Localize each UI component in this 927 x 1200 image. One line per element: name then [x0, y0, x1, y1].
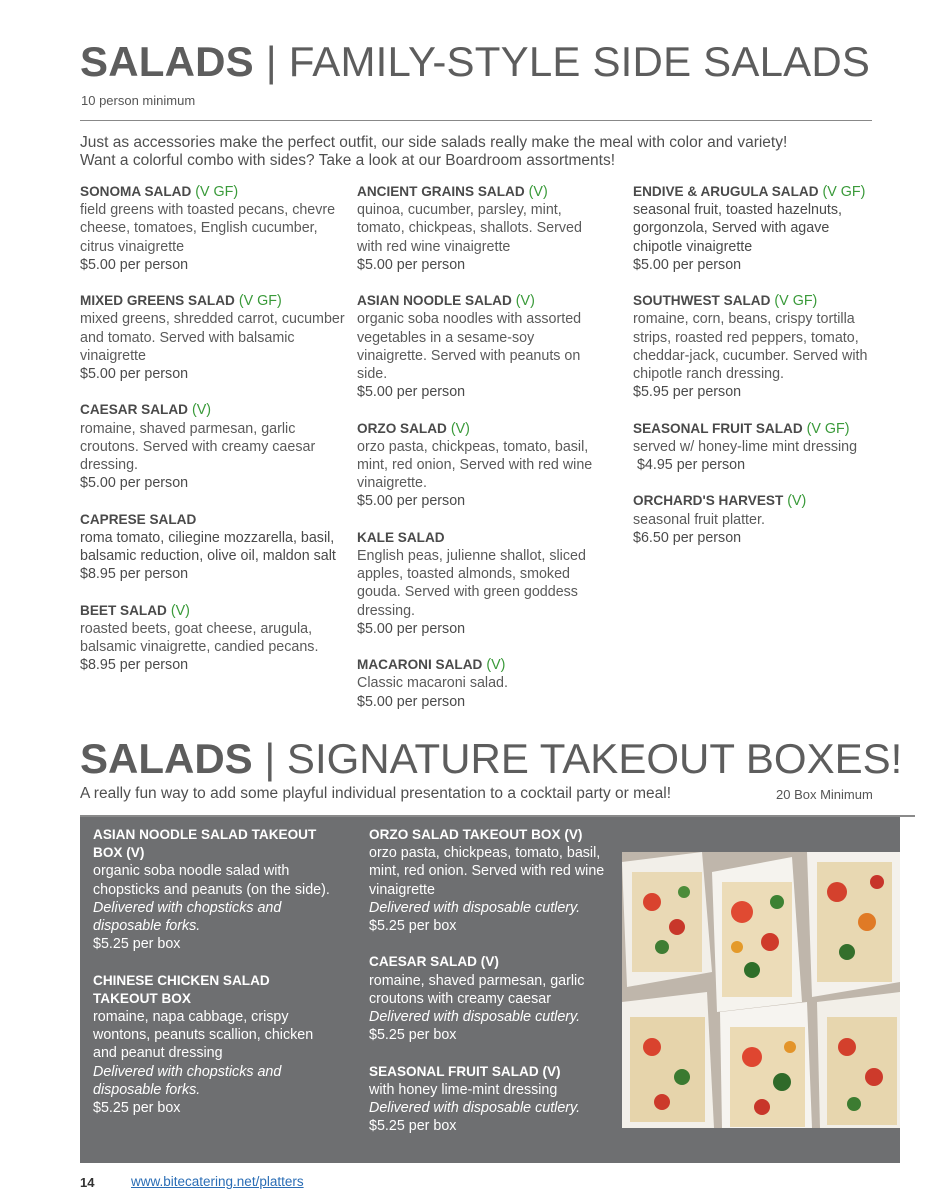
item-description: roasted beets, goat cheese, arugula, balsamic vinaigrette, candied pecans. [80, 620, 319, 656]
item-name: MIXED GREENS SALAD [80, 293, 235, 309]
item-description: quinoa, cucumber, parsley, mint, tomato, chickpeas, shallots. Served with red wine vinaigrette [357, 202, 582, 255]
item-description: romaine, corn, beans, crispy tortilla strips, roasted red peppers, tomato, cheddar-jack, cucumber. Served with chipotle ranch dressing. [633, 311, 868, 383]
menu-item [80, 602, 345, 675]
item-price: $5.00 per person [357, 493, 466, 510]
menu-item [80, 183, 345, 274]
item-description: mixed greens, shredded carrot, cucumber and tomato. Served with balsamic vinaigrette [80, 311, 345, 364]
diet-tag: (V GF) [802, 420, 850, 437]
item-name: KALE SALAD [357, 529, 445, 545]
item-name: CAESAR SALAD [80, 402, 188, 418]
menu-column-1 [80, 183, 345, 693]
item-price: $5.00 per person [357, 384, 466, 401]
delivery-note: Delivered with disposable cutlery. [369, 899, 581, 916]
item-description: organic soba noodles with assorted vegetables in a sesame-soy vinaigrette. Served with peanuts on side. [357, 311, 582, 383]
delivery-note: Delivered with chopsticks and disposable forks. [93, 1063, 282, 1098]
item-name: SONOMA SALAD [80, 184, 192, 199]
item-price: $5.25 per box [369, 1027, 457, 1044]
menu-item [80, 292, 345, 383]
diet-tag: (V GF) [770, 293, 818, 310]
item-description: field greens with toasted pecans, chevre cheese, tomatoes, English cucumber, citrus vinaigrette [80, 202, 336, 255]
item-price: $5.00 per person [80, 256, 189, 273]
menu-item [633, 420, 878, 475]
diet-tag: (V GF) [818, 184, 866, 200]
salad-boxes-illustration [622, 852, 900, 1128]
item-name: ASIAN NOODLE SALAD TAKEOUT BOX (V) [93, 827, 317, 861]
item-description: organic soba noodle salad with chopsticks and peanuts (on the side). [93, 863, 330, 898]
menu-item [357, 529, 607, 638]
delivery-note: Delivered with disposable cutlery. [369, 1009, 581, 1026]
takeout-item [369, 826, 614, 935]
title-bold: SALADS [80, 38, 254, 85]
menu-item [633, 183, 878, 274]
menu-item [80, 511, 345, 584]
diet-tag: (V GF) [234, 293, 282, 310]
takeout-boxes-photo [622, 852, 900, 1128]
item-name: CHINESE CHICKEN SALAD TAKEOUT BOX [93, 972, 270, 1006]
platters-link[interactable]: www.bitecatering.net/platters [131, 1174, 304, 1189]
takeout-item [369, 1063, 614, 1136]
section-title-family-style [80, 38, 870, 86]
diet-tag: (V) [524, 184, 548, 200]
delivery-note: Delivered with disposable cutlery. [369, 1100, 581, 1117]
menu-item [357, 183, 607, 274]
menu-item [357, 420, 607, 511]
item-name: ASIAN NOODLE SALAD [357, 293, 512, 309]
item-description: seasonal fruit platter. [633, 511, 765, 528]
takeout-item [369, 953, 614, 1044]
title-light: | FAMILY-STYLE SIDE SALADS [253, 38, 871, 85]
item-price: $5.25 per box [369, 1118, 457, 1135]
diet-tag: (V) [511, 293, 535, 310]
item-price: $5.25 per box [93, 936, 181, 953]
item-name: SEASONAL FRUIT SALAD (V) [369, 1063, 561, 1079]
intro-line-1: Just as accessories make the perfect outfit, our side salads really make the meal with color and variety! [80, 134, 788, 151]
item-description: romaine, shaved parmesan, garlic croutons. Served with creamy caesar dressing. [80, 420, 316, 474]
box-minimum: 20 Box Minimum [776, 787, 873, 802]
item-name: ANCIENT GRAINS SALAD [357, 184, 525, 199]
person-minimum: 10 person minimum [81, 93, 196, 108]
menu-item [633, 492, 878, 547]
item-name: BEET SALAD [80, 602, 167, 618]
takeout-column-2 [369, 826, 614, 1154]
takeout-item [93, 972, 338, 1118]
item-description: with honey lime-mint dressing [369, 1081, 558, 1098]
item-description: orzo pasta, chickpeas, tomato, basil, mint, red onion, Served with red wine vinaigrette. [357, 438, 593, 492]
takeout-item [93, 826, 338, 953]
menu-column-3 [633, 183, 878, 565]
item-name: SOUTHWEST SALAD [633, 293, 771, 309]
item-price: $8.95 per person [80, 566, 189, 583]
item-price: $5.25 per box [369, 918, 457, 935]
item-description: romaine, shaved parmesan, garlic croutons with creamy caesar [369, 972, 585, 1007]
intro-line-2: Want a colorful combo with sides? Take a look at our Boardroom assortments! [80, 152, 615, 169]
item-price: $5.95 per person [633, 384, 742, 401]
divider [80, 120, 872, 121]
item-description: English peas, julienne shallot, sliced apples, toasted almonds, smoked gouda. Served with green goddess dressing. [357, 548, 586, 619]
item-price: $5.00 per person [633, 256, 742, 273]
menu-item [633, 292, 878, 401]
diet-tag: (V GF) [191, 184, 239, 200]
takeout-column-1 [93, 826, 338, 1135]
item-price: $4.95 per person [633, 457, 746, 474]
item-price: $5.00 per person [357, 693, 466, 710]
item-name: ORZO SALAD [357, 420, 447, 436]
title-bold: SALADS [80, 735, 253, 782]
item-description: roma tomato, ciliegine mozzarella, basil, balsamic reduction, olive oil, maldon salt [80, 529, 336, 565]
item-name: MACARONI SALAD [357, 657, 483, 673]
diet-tag: (V) [166, 602, 190, 619]
item-name: ORCHARD'S HARVEST [633, 493, 784, 509]
item-description: romaine, napa cabbage, crispy wontons, peanuts scallion, chicken and peanut dressing [93, 1009, 314, 1062]
diet-tag: (V) [446, 420, 470, 437]
menu-column-2 [357, 183, 607, 729]
title-light: | SIGNATURE TAKEOUT BOXES! [252, 735, 903, 782]
item-name: SEASONAL FRUIT SALAD [633, 420, 803, 436]
delivery-note: Delivered with chopsticks and disposable forks. [93, 899, 282, 935]
item-price: $5.00 per person [80, 475, 189, 492]
page-number: 14 [80, 1175, 95, 1190]
intro-text [80, 134, 880, 170]
item-name: CAPRESE SALAD [80, 511, 197, 527]
item-price: $8.95 per person [80, 657, 189, 674]
item-price: $6.50 per person [633, 529, 742, 546]
item-description: served w/ honey-lime mint dressing [633, 438, 858, 455]
item-price: $5.00 per person [357, 256, 466, 273]
diet-tag: (V) [783, 493, 807, 510]
item-price: $5.25 per box [93, 1100, 181, 1117]
menu-item [357, 292, 607, 401]
diet-tag: (V) [188, 402, 212, 419]
takeout-subtitle: A really fun way to add some playful individual presentation to a cocktail party or meal! [80, 785, 672, 802]
item-name: CAESAR SALAD (V) [369, 954, 499, 970]
diet-tag: (V) [482, 657, 506, 674]
menu-item [80, 401, 345, 492]
menu-item [357, 656, 607, 711]
section-title-takeout-boxes [80, 735, 902, 783]
item-name: ORZO SALAD TAKEOUT BOX (V) [369, 827, 583, 842]
item-description: Classic macaroni salad. [357, 675, 508, 692]
item-name: ENDIVE & ARUGULA SALAD [633, 184, 819, 199]
item-price: $5.00 per person [80, 366, 189, 383]
item-description: orzo pasta, chickpeas, tomato, basil, mint, red onion. Served with red wine vinaigrette [369, 845, 605, 898]
item-description: seasonal fruit, toasted hazelnuts, gorgonzola, Served with agave chipotle vinaigrette [633, 202, 843, 255]
item-price: $5.00 per person [357, 620, 466, 637]
